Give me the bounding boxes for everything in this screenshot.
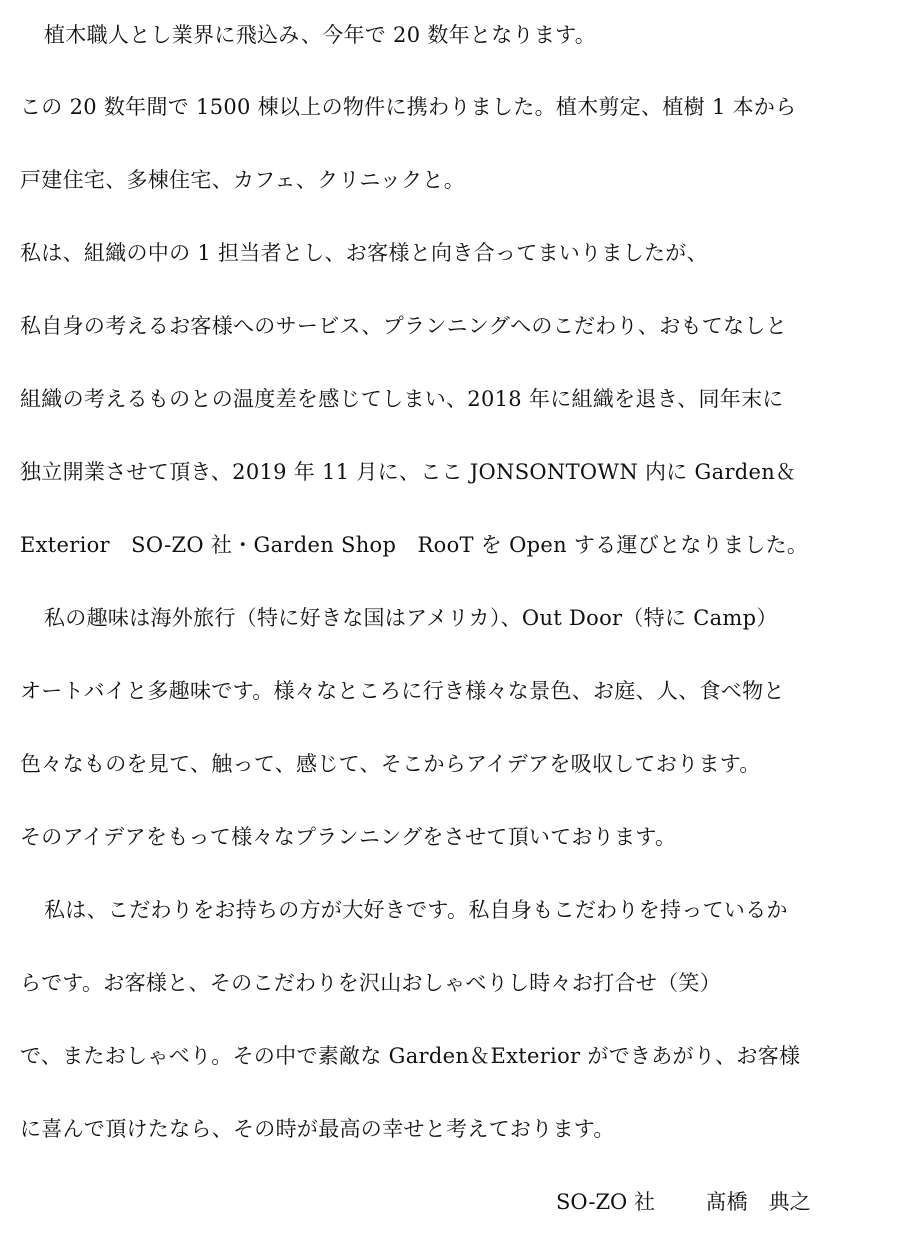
text-line: 私は、組織の中の 1 担当者とし、お客様と向き合ってまいりましたが、: [20, 241, 708, 265]
text-line: 独立開業させて頂き、2019 年 11 月に、ここ JONSONTOWN 内に Garden＆: [20, 460, 797, 484]
text-line: らです。お客様と、そのこだわりを沢山おしゃべりし時々お打合せ（笑）: [20, 971, 722, 995]
text-line: この 20 数年間で 1500 棟以上の物件に携わりました。植木剪定、植樹 1 本から: [20, 95, 797, 119]
text-line: 私自身の考えるお客様へのサービス、プランニングへのこだわり、おもてなしと: [20, 314, 788, 338]
text-line: で、またおしゃべり。その中で素敵な Garden＆Exterior ができあがり、お客様: [20, 1044, 801, 1068]
text-line: オートバイと多趣味です。様々なところに行き様々な景色、お庭、人、食べ物と: [20, 679, 785, 703]
text-line: 私は、こだわりをお持ちの方が大好きです。私自身もこだわりを持っているか: [44, 898, 788, 922]
signature: [556, 1185, 876, 1219]
text-line: 戸建住宅、多棟住宅、カフェ、クリニックと。: [20, 168, 465, 192]
text-line: Exterior SO-ZO 社・Garden Shop RooT を Open する運びとなりました。: [20, 533, 809, 557]
text-line: そのアイデアをもって様々なプランニングをさせて頂いております。: [20, 825, 677, 849]
text-line: 私の趣味は海外旅行（特に好きな国はアメリカ）、Out Door（特に Camp）: [44, 606, 778, 630]
signature-name: 髙橋 典之: [705, 1190, 811, 1214]
signature-company: SO-ZO 社: [556, 1190, 655, 1214]
text-line: に喜んで頂けたなら、その時が最高の幸せと考えております。: [20, 1117, 615, 1141]
text-line: 植木職人とし業界に飛込み、今年で 20 数年となります。: [44, 23, 597, 47]
text-line: 組織の考えるものとの温度差を感じてしまい、2018 年に組織を退き、同年末に: [20, 387, 784, 411]
text-line: 色々なものを見て、触って、感じて、そこからアイデアを吸収しております。: [20, 752, 761, 776]
